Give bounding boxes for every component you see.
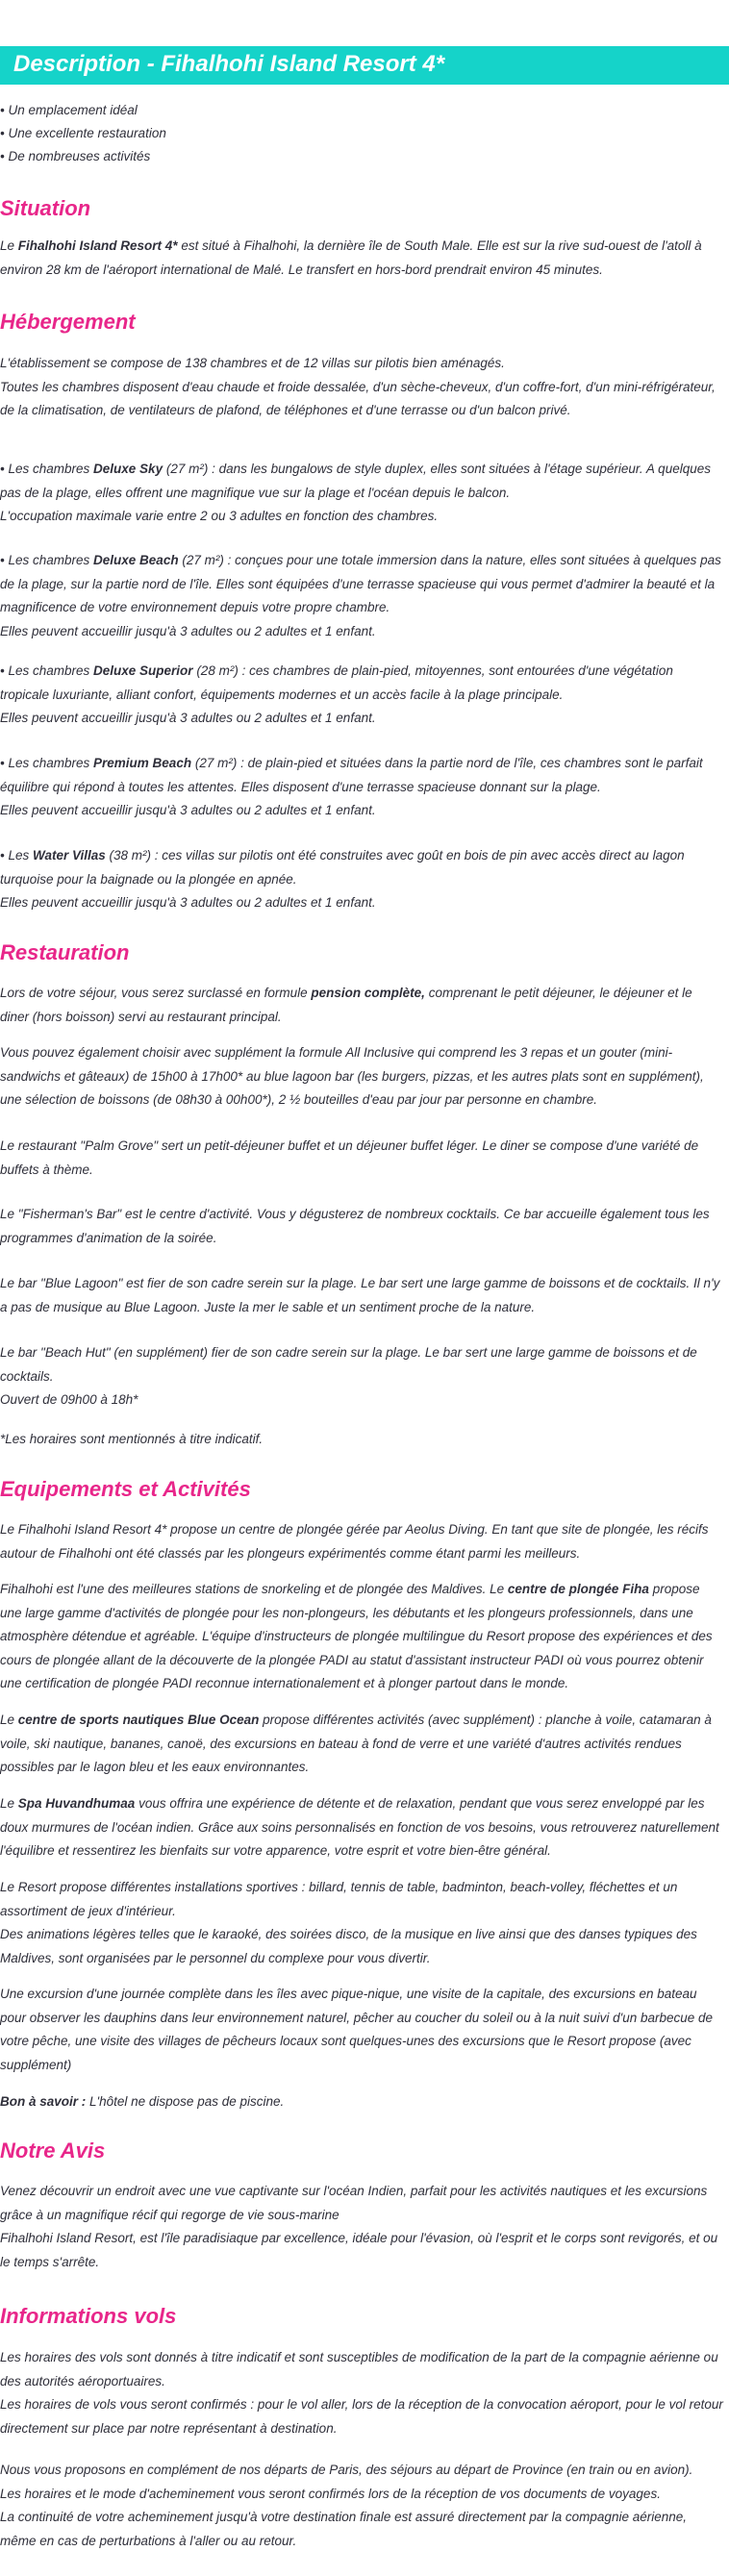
restauration-p5: Le bar "Blue Lagoon" est fier de son cadre serein sur la plage. Le bar sert une large gamme de boissons et de cocktails. Il n'y a pas de musique au Blue Lagoon. Juste la mer le sable et un sentiment proche de la nature. — [0, 1276, 720, 1314]
restauration-p4: Le "Fisherman's Bar" est le centre d'activité. Vous y dégusterez de nombreux cocktails. Ce bar accueille également tous les programmes d'animation de la soirée. — [0, 1207, 710, 1245]
restauration-p3: Le restaurant "Palm Grove" sert un petit-déjeuner buffet et un déjeuner buffet léger. Le diner se compose d'une variété de buffets à thème. — [0, 1138, 699, 1177]
highlight-item: • De nombreuses activités — [0, 149, 151, 163]
equipements-p3: Le centre de sports nautiques Blue Ocean propose différentes activités (avec supplément) : planche à voile, catamaran à voile, ski nautique, bananes, canoë, des excursions en bateau à fond de verre et une variété d'autres activités rendues possibles par le lagon bleu et les eaux environnantes. — [0, 1713, 712, 1774]
restauration-p1: Lors de votre séjour, vous serez surclassé en formule pension complète, comprenant le petit déjeuner, le déjeuner et le diner (hors boisson) servi au restaurant principal. — [0, 986, 692, 1024]
hebergement-intro: L'établissement se compose de 138 chambres et de 12 villas sur pilotis bien aménagés. Toutes les chambres disposent d'eau chaude et froide dessalée, d'un sèche-cheveux, d'un coffre-fort, d'un mini-réfrigérateur, de la climatisation, de ventilateurs de plafond, de téléphones et d'une terrasse ou d'un balcon privé. — [0, 356, 716, 417]
highlight-item: • Une excellente restauration — [0, 126, 166, 140]
section-heading-equipements: Equipements et Activités — [0, 1477, 251, 1501]
equipements-p7: Bon à savoir : L'hôtel ne dispose pas de piscine. — [0, 2094, 285, 2109]
section-heading-hebergement: Hébergement — [0, 310, 136, 334]
restauration-note: *Les horaires sont mentionnés à titre indicatif. — [0, 1432, 264, 1446]
situation-paragraph: Le Fihalhohi Island Resort 4* est situé à Fihalhohi, la dernière île de South Male. Elle est sur la rive sud-ouest de l'atoll à environ 28 km de l'aéroport international de Malé. Le transfert en hors-bord prendrait environ 45 minutes. — [0, 238, 702, 277]
section-heading-avis: Notre Avis — [0, 2138, 106, 2163]
page-title: Description - Fihalhohi Island Resort 4* — [13, 51, 445, 77]
vols-paragraph-1: Les horaires des vols sont donnés à titre indicatif et sont susceptibles de modification de la part de la compagnie aérienne ou des autorités aéroportuaires. Les horaires de vols vous seront confirmés : pour le vol aller, lors de la réception de la convocation aéroport, pour le vol retour directement sur place par notre représentant à destination. — [0, 2350, 723, 2436]
equipements-p1: Le Fihalhohi Island Resort 4* propose un centre de plongée gérée par Aeolus Diving. En tant que site de plongée, les récifs autour de Fihalhohi ont été classés par les plongeurs expérimentés comme étant parmi les meilleurs. — [0, 1522, 709, 1561]
equipements-p2: Fihalhohi est l'une des meilleures stations de snorkeling et de plongée des Maldives. Le centre de plongée Fiha propose une large gamme d'activités de plongée pour les non-plongeurs, les débutants et les plongeurs professionnels, dans une atmosphère détendue et agréable. L'équipe d'instructeurs de plongée multilingue du Resort propose des expériences et des cours de plongée allant de la découverte de la plongée PADI au statut d'assistant instructeur PADI où vous pourrez obtenir une certification de plongée PADI reconnue internationalement et à plonger partout dans le monde. — [0, 1582, 713, 1690]
equipements-p5: Le Resort propose différentes installations sportives : billard, tennis de table, badminton, beach-volley, fléchettes et un assortiment de jeux d'intérieur. Des animations légères telles que le karaoké, des soirées disco, de la musique en live ainsi que des danses typiques des Maldives, sont organisées par le personnel du complexe pour vous divertir. — [0, 1880, 697, 1965]
restauration-p6: Le bar "Beach Hut" (en supplément) fier de son cadre serein sur la plage. Le bar sert une large gamme de boissons et de cocktails. Ouvert de 09h00 à 18h* — [0, 1345, 697, 1407]
equipements-p6: Une excursion d'une journée complète dans les îles avec pique-nique, une visite de la capitale, des excursions en bateau pour observer les dauphins dans leur environnement naturel, pêcher au coucher du soleil ou à la nuit suivi d'un barbecue de votre pêche, une visite des villages de pêcheurs locaux sont quelques-unes des excursions que le Resort propose (avec supplément) — [0, 1987, 714, 2072]
section-heading-restauration: Restauration — [0, 940, 130, 964]
equipements-p4: Le Spa Huvandhumaa vous offrira une expérience de détente et de relaxation, pendant que vous serez enveloppé par les doux murmures de l'océan indien. Grâce aux soins personnalisés en fonction de vos besoins, vous retrouverez naturellement l'équilibre et ressentirez les bienfaits sur votre apparence, votre esprit et votre bien-être général. — [0, 1796, 719, 1858]
room-premium-beach: • Les chambres Premium Beach (27 m²) : de plain-pied et situées dans la partie nord de l'île, ces chambres sont le parfait équilibre qui répond à toutes les attentes. Elles disposent d'une terrasse spacieuse donnant sur la plage. Elles peuvent accueillir jusqu'à 3 adultes ou 2 adultes et 1 enfant. — [0, 756, 703, 817]
description-banner — [0, 46, 729, 85]
restauration-p2: Vous pouvez également choisir avec supplément la formule All Inclusive qui comprend les 3 repas et un gouter (mini-sandwichs et gâteaux) de 15h00 à 17h00* au blue lagoon bar (les burgers, pizzas, et les autres plats sont en supplément), une sélection de boissons (de 08h30 à 00h00*), 2 ½ bouteilles d'eau par jour par personne en chambre. — [0, 1045, 704, 1107]
highlights-list — [0, 99, 729, 168]
room-deluxe-superior: • Les chambres Deluxe Superior (28 m²) : ces chambres de plain-pied, mitoyennes, sont entourées d'une végétation tropicale luxuriante, alliant confort, équipements modernes et un accès facile à la plage principale. Elles peuvent accueillir jusqu'à 3 adultes ou 2 adultes et 1 enfant. — [0, 663, 673, 725]
vols-paragraph-2: Nous vous proposons en complément de nos départs de Paris, des séjours au départ de Province (en train ou en avion). Les horaires et le mode d'acheminement vous seront confirmés lors de la réception de vos documents de voyages. La continuité de votre acheminement jusqu'à votre destination finale est assuré directement par la compagnie aérienne, même en cas de perturbations à l'aller ou au retour. — [0, 2463, 693, 2548]
section-heading-situation: Situation — [0, 196, 91, 220]
room-water-villas: • Les Water Villas (38 m²) : ces villas sur pilotis ont été construites avec goût en bois de pin avec accès direct au lagon turquoise pour la baignade ou la plongée en apnée. Elles peuvent accueillir jusqu'à 3 adultes ou 2 adultes et 1 enfant. — [0, 848, 685, 910]
room-deluxe-beach: • Les chambres Deluxe Beach (27 m²) : conçues pour une totale immersion dans la nature, elles sont situées à quelques pas de la plage, sur la partie nord de l'île. Elles sont équipées d'une terrasse spacieuse qui vous permet d'admirer la beauté et la magnificence de votre environnement depuis votre propre chambre. Elles peuvent accueillir jusqu'à 3 adultes ou 2 adultes et 1 enfant. — [0, 553, 721, 638]
section-heading-vols: Informations vols — [0, 2304, 177, 2328]
highlight-item: • Un emplacement idéal — [0, 103, 138, 117]
avis-paragraph: Venez découvrir un endroit avec une vue captivante sur l'océan Indien, parfait pour les activités nautiques et les excursions grâce à un magnifique récif qui regorge de vie sous-marine Fihalhohi Island Resort, est l'île paradisiaque par excellence, idéale pour l'évasion, où l'esprit et le corps sont revigorés, et ou le temps s'arrête. — [0, 2184, 718, 2269]
room-deluxe-sky: • Les chambres Deluxe Sky (27 m²) : dans les bungalows de style duplex, elles sont situées à l'étage supérieur. A quelques pas de la plage, elles offrent une magnifique vue sur la plage et l'océan depuis le balcon. L'occupation maximale varie entre 2 ou 3 adultes en fonction des chambres. — [0, 462, 711, 523]
